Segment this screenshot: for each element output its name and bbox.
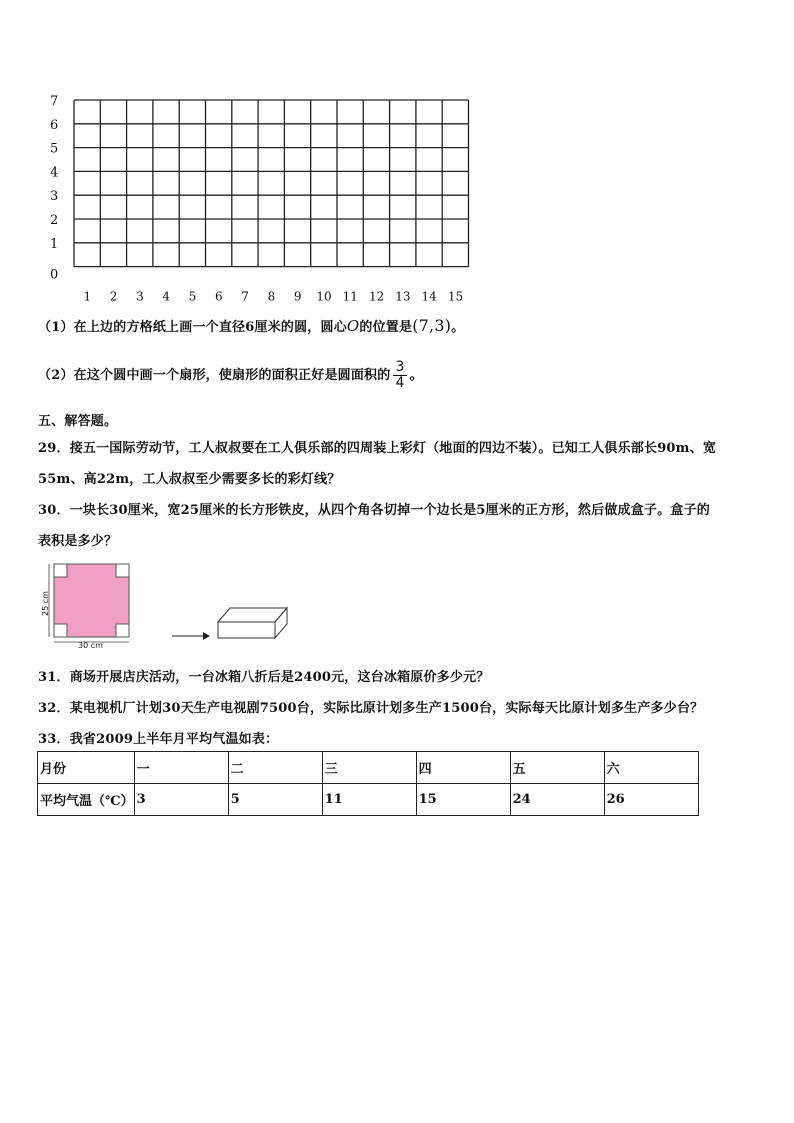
cut-corner-bottom-left	[54, 624, 67, 637]
fraction-denominator: 4	[395, 375, 405, 391]
question-29-line1: 29．接五一国际劳动节，工人叔叔要在工人俱乐部的四周装上彩灯（地面的四边不装）。已知工人俱乐部长90m、宽	[38, 441, 717, 456]
table-cell: 11	[322, 784, 416, 816]
grid-x-labels	[83, 290, 463, 304]
arrow-head-icon	[203, 632, 210, 640]
question-33-title: 33．我省2009上半年月平均气温如表：	[38, 732, 279, 747]
grid-x-label: 1	[83, 289, 92, 304]
grid-y-label: 4	[50, 165, 59, 181]
grid-y-label: 6	[50, 117, 59, 133]
grid-x-label: 3	[136, 289, 144, 304]
grid-x-label: 9	[293, 289, 302, 304]
fraction-three-quarters	[393, 360, 406, 391]
section-heading: 五、解答题。	[38, 414, 118, 429]
question-2	[38, 360, 423, 391]
cut-corner-top-right	[116, 564, 129, 577]
table-cell: 5	[228, 784, 322, 816]
box-3d	[218, 608, 287, 638]
coordinate-grid	[40, 88, 490, 304]
cut-corner-bottom-right	[116, 624, 129, 637]
question-32: 32．某电视机厂计划30天生产电视剧7500台，实际比原计划多生产1500台，实际每天比原计划多生产多少台？	[38, 701, 704, 716]
table-cell: 3	[134, 784, 228, 816]
table-cell: 平均气温（℃）	[38, 784, 135, 816]
q1-suffix: 。	[451, 320, 465, 335]
cut-corner-top-left	[54, 564, 67, 577]
grid-x-label: 10	[316, 289, 332, 304]
table-cell: 五	[510, 752, 604, 784]
table-cell: 月份	[38, 752, 135, 784]
circle-center-symbol: O	[346, 317, 360, 335]
table-cell: 15	[416, 784, 510, 816]
question-1	[38, 316, 464, 335]
q1-prefix: （1）在上边的方格纸上画一个直径6厘米的圆，圆心	[38, 320, 347, 335]
grid-lines	[74, 100, 469, 267]
table-cell: 三	[322, 752, 416, 784]
grid-x-label: 6	[214, 289, 223, 304]
table-cell: 六	[604, 752, 698, 784]
grid-x-label: 13	[395, 289, 411, 304]
q2-prefix: （2）在这个圆中画一个扇形，使扇形的面积正好是圆面积的	[38, 368, 391, 383]
circle-center-coord: (7,3)	[412, 316, 452, 335]
grid-x-label: 12	[368, 289, 385, 304]
grid-y-label: 0	[50, 267, 59, 283]
grid-x-label: 5	[188, 289, 197, 304]
grid-y-label: 1	[50, 236, 59, 252]
question-30-line1: 30．一块长30厘米，宽25厘米的长方形铁皮，从四个角各切掉一个边长是5厘米的正方形，然后做成盒子。盒子的	[38, 503, 710, 518]
grid-y-labels	[50, 94, 58, 283]
table-cell: 26	[604, 784, 698, 816]
q1-middle: 的位置是	[359, 320, 413, 335]
grid-y-label: 7	[50, 94, 59, 109]
width-label: 30 cm	[78, 641, 103, 650]
table-cell: 二	[228, 752, 322, 784]
grid-x-label: 2	[109, 289, 118, 304]
table-cell: 24	[510, 784, 604, 816]
question-31: 31．商场开展店庆活动，一台冰箱八折后是2400元，这台冰箱原价多少元？	[38, 670, 490, 685]
grid-x-label: 11	[342, 289, 358, 304]
grid-y-label: 3	[50, 189, 59, 205]
iron-sheet-figure	[38, 560, 298, 655]
grid-x-label: 4	[162, 289, 171, 304]
fraction-numerator: 3	[395, 359, 405, 375]
q2-suffix: 。	[409, 368, 423, 383]
grid-x-label: 7	[241, 289, 249, 304]
grid-x-label: 8	[267, 289, 276, 304]
grid-x-label: 14	[421, 289, 437, 304]
table-cell: 一	[134, 752, 228, 784]
table-row	[38, 784, 699, 816]
grid-x-label: 15	[447, 289, 464, 304]
grid-y-label: 2	[50, 213, 59, 228]
height-label: 25 cm	[41, 591, 50, 616]
grid-y-label: 5	[50, 141, 59, 157]
table-cell: 四	[416, 752, 510, 784]
question-30-line2: 表积是多少？	[38, 534, 118, 549]
temperature-table	[37, 751, 699, 816]
question-29-line2: 55m、高22m，工人叔叔至少需要多长的彩灯线？	[38, 472, 341, 487]
table-header-row	[38, 752, 699, 784]
